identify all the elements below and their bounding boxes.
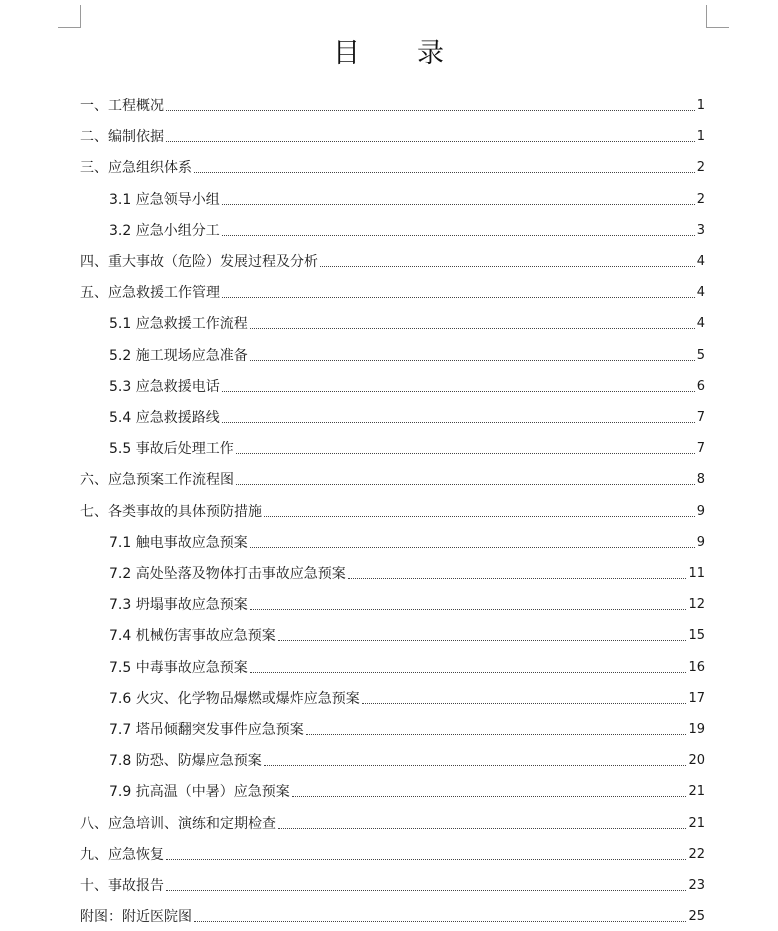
toc-dot-leader [362,703,687,704]
toc-entry-label: 5.2 施工现场应急准备 [109,347,248,364]
toc-entry[interactable] [80,497,705,521]
toc-page-number: 2 [696,191,705,207]
toc-dot-leader [264,516,695,517]
toc-dot-leader [348,578,687,579]
toc-dot-leader [222,235,695,236]
toc-page-number: 4 [696,285,705,301]
toc-page-number: 12 [688,597,705,613]
toc-dot-leader [236,453,695,454]
toc-dot-leader [250,360,695,361]
toc-dot-leader [250,672,687,673]
toc-page-number: 1 [696,129,705,145]
toc-entry[interactable] [80,122,705,146]
toc-entry[interactable] [80,91,705,115]
toc-subentry[interactable] [109,746,705,770]
toc-entry-label: 四、重大事故（危险）发展过程及分析 [80,254,318,270]
toc-entry-label: 二、编制依据 [80,129,164,146]
toc-subentry[interactable] [109,434,705,458]
toc-page-number: 8 [696,472,705,488]
toc-dot-leader [166,141,695,142]
toc-entry-label: 7.4 机械伤害事故应急预案 [109,628,276,645]
toc-subentry[interactable] [109,653,705,677]
toc-dot-leader [250,609,687,610]
toc-entry-label: 附图：附近医院图 [80,909,192,926]
toc-page-number: 9 [696,534,705,550]
toc-entry-label: 7.5 中毒事故应急预案 [109,659,248,676]
toc-dot-leader [292,796,687,797]
toc-dot-leader [166,859,686,860]
toc-entry-label: 一、工程概况 [80,98,164,114]
toc-dot-leader [320,266,695,267]
toc-page-number: 17 [688,690,705,706]
toc-dot-leader [222,422,695,423]
toc-entry-label: 5.4 应急救援路线 [109,410,220,426]
toc-page-number: 5 [696,347,705,363]
toc-entry-label: 7.8 防恐、防爆应急预案 [109,753,262,770]
toc-entry-label: 7.2 高处坠落及物体打击事故应急预案 [109,566,346,582]
toc-entry[interactable] [80,465,705,489]
toc-entry-label: 九、应急恢复 [80,846,164,863]
toc-dot-leader [278,640,687,641]
toc-page-number: 9 [696,503,705,519]
toc-entry-label: 5.1 应急救援工作流程 [109,316,248,333]
toc-subentry[interactable] [109,528,705,552]
page-corner-mark-top-right [706,5,729,28]
toc-page-number: 20 [688,753,705,769]
toc-page-number: 22 [688,846,705,862]
toc-dot-leader [222,204,695,205]
toc-entry-label: 7.7 塔吊倾翻突发事件应急预案 [109,722,304,738]
toc-page-number: 7 [696,410,705,425]
toc-page-number: 16 [688,659,705,675]
toc-entry-label: 三、应急组织体系 [80,160,192,177]
toc-page-number: 7 [696,441,705,457]
toc-subentry[interactable] [109,372,705,396]
toc-page-number: 23 [688,878,705,893]
toc-entry-label: 八、应急培训、演练和定期检查 [80,815,276,832]
toc-entry-label: 3.2 应急小组分工 [109,222,220,239]
toc-entry-label: 六、应急预案工作流程图 [80,472,234,489]
toc-dot-leader [250,328,695,329]
toc-subentry[interactable] [109,185,705,209]
toc-dot-leader [166,890,686,891]
toc-subentry[interactable] [109,715,705,739]
toc-page-number: 21 [688,815,705,831]
toc-entry[interactable] [80,840,705,864]
toc-entry-label: 7.6 火灾、化学物品爆燃或爆炸应急预案 [109,690,360,707]
toc-dot-leader [194,921,686,922]
toc-page-number: 25 [688,909,705,925]
toc-dot-leader [194,172,695,173]
page-corner-mark-top-left [58,5,81,28]
toc-dot-leader [306,734,687,735]
toc-page-number: 21 [688,784,705,800]
toc-subentry[interactable] [109,341,705,365]
toc-entry[interactable] [80,153,705,177]
toc-dot-leader [166,110,695,111]
toc-page-number: 19 [688,722,705,737]
page-title: 目 录 [333,38,445,69]
toc-subentry[interactable] [109,559,705,583]
toc-entry-label: 3.1 应急领导小组 [109,191,220,208]
toc-dot-leader [264,765,687,766]
toc-page-number: 6 [696,378,705,394]
toc-entry-label: 7.9 抗高温（中暑）应急预案 [109,784,290,801]
toc-subentry[interactable] [109,403,705,427]
toc-entry-label: 5.5 事故后处理工作 [109,441,234,458]
toc-page-number: 3 [696,222,705,238]
toc-page-number: 4 [696,254,705,269]
toc-page-number: 4 [696,316,705,332]
toc-entry-label: 7.1 触电事故应急预案 [109,534,248,551]
toc-entry-label: 五、应急救援工作管理 [80,285,220,302]
toc-dot-leader [222,391,695,392]
toc-subentry[interactable] [109,216,705,240]
toc-page-number: 2 [696,160,705,176]
toc-entry-label: 5.3 应急救援电话 [109,378,220,395]
toc-dot-leader [250,547,695,548]
toc-entry-label: 十、事故报告 [80,878,164,894]
toc-subentry[interactable] [109,621,705,645]
toc-entry[interactable] [80,247,705,271]
toc-entry-label: 7.3 坍塌事故应急预案 [109,597,248,614]
toc-entry[interactable] [80,902,705,926]
toc-subentry[interactable] [109,590,705,614]
toc-entry[interactable] [80,809,705,833]
toc-subentry[interactable] [109,684,705,708]
toc-dot-leader [222,297,695,298]
toc-dot-leader [236,484,695,485]
toc-page-number: 1 [696,98,705,113]
toc-subentry[interactable] [109,309,705,333]
toc-subentry[interactable] [109,777,705,801]
toc-entry-label: 七、各类事故的具体预防措施 [80,503,262,520]
toc-entry[interactable] [80,871,705,895]
toc-page-number: 15 [688,628,705,644]
toc-entry[interactable] [80,278,705,302]
toc-dot-leader [278,828,686,829]
toc-page-number: 11 [688,566,705,581]
